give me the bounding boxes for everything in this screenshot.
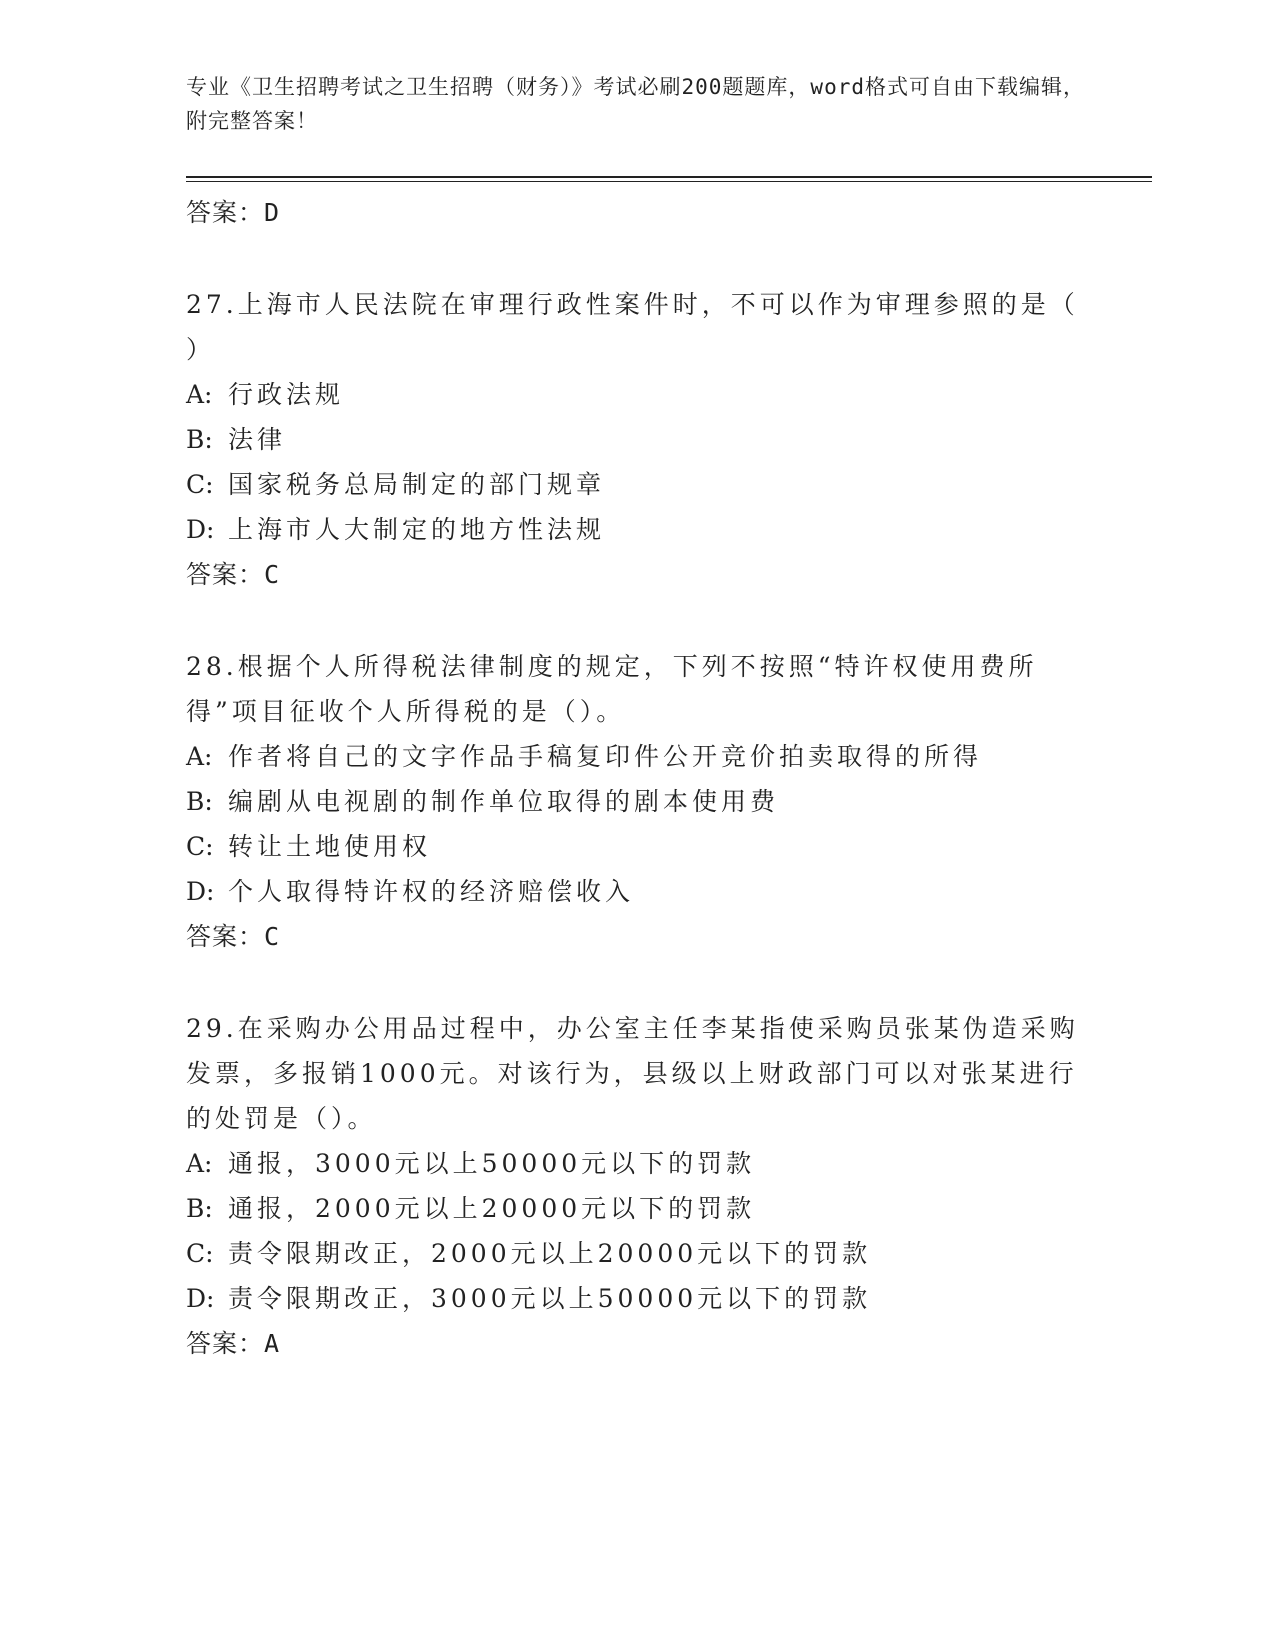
option-d bbox=[186, 1276, 1086, 1321]
option-letter: B: bbox=[186, 425, 213, 454]
option-text: 责令限期改正，2000元以上20000元以下的罚款 bbox=[228, 1239, 872, 1268]
option-c bbox=[186, 462, 1086, 507]
question-27 bbox=[186, 282, 1086, 598]
option-text: 上海市人大制定的地方性法规 bbox=[228, 515, 606, 544]
option-letter: A: bbox=[186, 742, 213, 771]
option-text: 个人取得特许权的经济赔偿收入 bbox=[228, 877, 635, 906]
option-letter: B: bbox=[186, 1194, 213, 1223]
header-rule-thick bbox=[186, 176, 1152, 178]
option-letter: C: bbox=[186, 832, 214, 861]
option-text: 行政法规 bbox=[228, 380, 345, 409]
option-letter: D: bbox=[186, 1284, 215, 1313]
option-letter: D: bbox=[186, 877, 215, 906]
question-stem: 29.在采购办公用品过程中，办公室主任李某指使采购员张某伪造采购发票，多报销1000元。对该行为，县级以上财政部门可以对张某进行的处罚是（）。 bbox=[186, 1014, 1079, 1133]
option-a bbox=[186, 734, 1086, 779]
option-b bbox=[186, 1186, 1086, 1231]
option-letter: D: bbox=[186, 515, 215, 544]
option-b bbox=[186, 779, 1086, 824]
header-rule-thin bbox=[186, 181, 1152, 182]
option-text: 国家税务总局制定的部门规章 bbox=[228, 470, 606, 499]
option-text: 编剧从电视剧的制作单位取得的剧本使用费 bbox=[228, 787, 780, 816]
option-text: 作者将自己的文字作品手稿复印件公开竞价拍卖取得的所得 bbox=[228, 742, 983, 771]
option-c bbox=[186, 824, 1086, 869]
option-d bbox=[186, 869, 1086, 914]
option-text: 通报，3000元以上50000元以下的罚款 bbox=[228, 1149, 756, 1178]
option-text: 责令限期改正，3000元以上50000元以下的罚款 bbox=[228, 1284, 872, 1313]
question-stem: 28.根据个人所得税法律制度的规定，下列不按照“特许权使用费所得”项目征收个人所得税的是（）。 bbox=[186, 652, 1038, 726]
option-b bbox=[186, 417, 1086, 462]
option-d bbox=[186, 507, 1086, 552]
answer-line: 答案：A bbox=[186, 1329, 281, 1358]
question-29 bbox=[186, 1006, 1086, 1367]
option-c bbox=[186, 1231, 1086, 1276]
answer-line: 答案：D bbox=[186, 198, 281, 227]
option-a bbox=[186, 1141, 1086, 1186]
answer-line: 答案：C bbox=[186, 560, 281, 589]
page-header-text: 专业《卫生招聘考试之卫生招聘（财务）》考试必刷200题题库，word格式可自由下载编辑，附完整答案！ bbox=[186, 75, 1085, 133]
question-28 bbox=[186, 644, 1086, 960]
option-letter: C: bbox=[186, 470, 214, 499]
option-a bbox=[186, 372, 1086, 417]
option-text: 通报，2000元以上20000元以下的罚款 bbox=[228, 1194, 756, 1223]
option-letter: A: bbox=[186, 1149, 213, 1178]
option-letter: B: bbox=[186, 787, 213, 816]
option-letter: A: bbox=[186, 380, 213, 409]
document-body bbox=[186, 190, 1086, 1367]
question-stem: 27.上海市人民法院在审理行政性案件时，不可以作为审理参照的是（ ） bbox=[186, 290, 1079, 364]
option-letter: C: bbox=[186, 1239, 214, 1268]
option-text: 法律 bbox=[228, 425, 287, 454]
answer-line: 答案：C bbox=[186, 922, 281, 951]
option-text: 转让土地使用权 bbox=[228, 832, 432, 861]
